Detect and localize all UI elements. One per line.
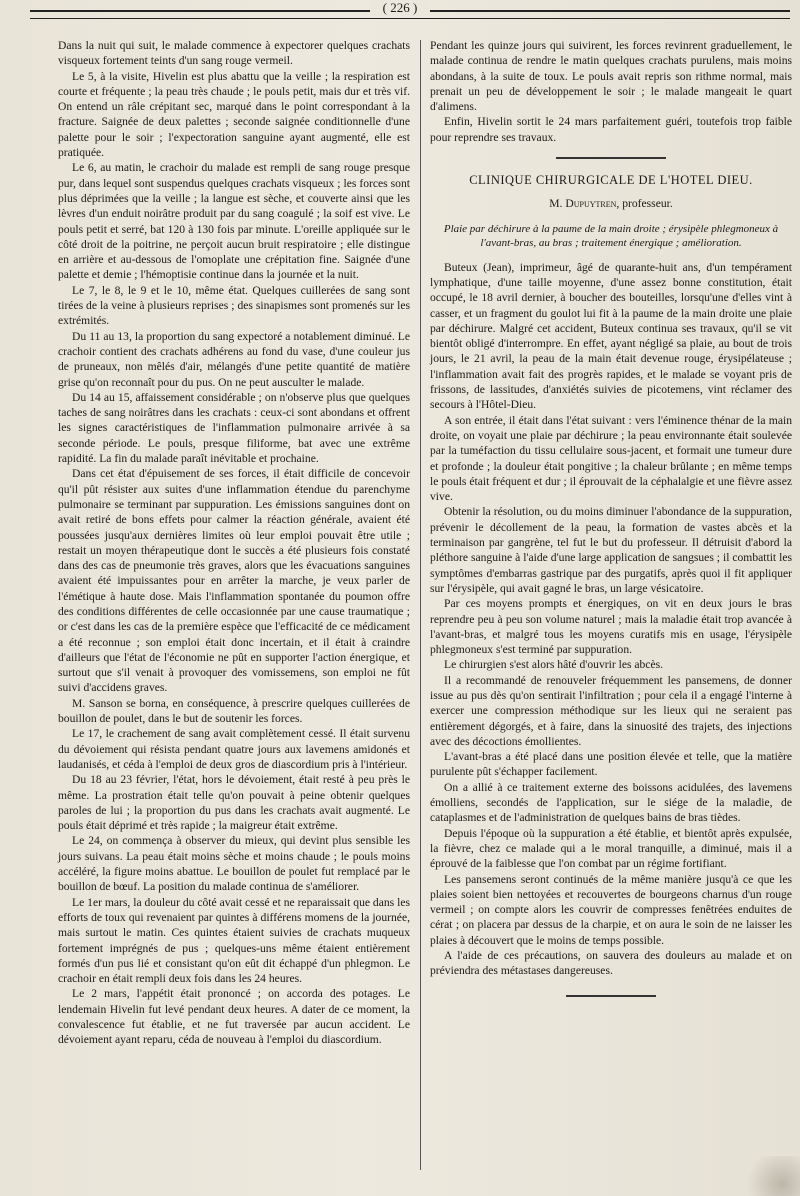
paragraph: Depuis l'époque où la suppuration a été établie, et bientôt après expulsée, la fièvre, chez ce malade qui a le moral tranquille, a diminué, mais il a éprouvé de la faiblesse que l'on combat par un régime fortifiant.	[430, 826, 792, 871]
paragraph: Par ces moyens prompts et énergiques, on vit en deux jours le bras reprendre peu à peu son volume naturel ; mais la maladie était trop avancée à l'avant-bras, et malgré tous les moyens curatifs mis en usage, l'érysipèle phlegmoneux s'est terminé par suppuration.	[430, 597, 792, 657]
professor-suffix: , professeur.	[616, 197, 673, 211]
paragraph: Le 1er mars, la douleur du côté avait cessé et ne reparaissait que dans les efforts de toux qui revenaient par quintes à différens momens de la journée, mais surtout le matin. Ces quintes étaient suivies de crachats muqueux fortement imprégnés de pus ; quelques-uns même étaient entièrement formés d'un pus lié et consistant qu'on eût dit échappé d'un phlegmon. Le crachoir en était rempli deux fois dans les 24 heures.	[58, 895, 410, 986]
professor-name: Dupuytren	[565, 197, 617, 211]
paragraph: On a allié à ce traitement externe des boissons acidulées, des lavemens émolliens, secondés de l'application, sur le siége de la maladie, de cataplasmes et de l'administration de quelques bains de bras tièdes.	[430, 780, 792, 825]
paragraph: Le 6, au matin, le crachoir du malade est rempli de sang rouge presque pur, dans lequel sont suspendus quelques crachats visqueux ; les forces sont plus déprimées que la veille ; la langue est sèche, et couverte ainsi que les lèvres d'un enduit noirâtre produit par du sang coagulé ; la soif est vive. Le pouls petit et serré, bat 120 à 130 fois par minute. L'oreille appliquée sur le côté droit de la poitrine, ne perçoit aucun bruit respiratoire ; elle distingue en arrière et au-dessous de l'omoplate une crépitation fine. Saignée d'une palette et demie ; l'hémoptisie continue dans la journée et la nuit.	[58, 161, 410, 282]
paragraph: Le 5, à la visite, Hivelin est plus abattu que la veille ; la respiration est courte et fréquente ; la peau très chaude ; le pouls petit, mais dur et très vif. On entend un râle crépitant sec, marqué dans le point correspondant à la fracture. Saignée de deux palettes ; seconde saignée conditionnelle d'une palette pour le soir ; l'expectoration sanguine ayant augmenté, elle est pratiquée.	[58, 69, 410, 160]
paragraph: Enfin, Hivelin sortit le 24 mars parfaitement guéri, toutefois trop faible pour reprendre ses travaux.	[430, 115, 792, 144]
right-column	[430, 38, 792, 1009]
professor-line	[430, 196, 792, 211]
left-column	[58, 38, 410, 1048]
paragraph: L'avant-bras a été placé dans une position élevée et telle, que la matière purulente pût s'échapper facilement.	[430, 750, 792, 779]
paragraph: Le 2 mars, l'appétit était prononcé ; on accorda des potages. Le lendemain Hivelin fut levé pendant deux heures. A dater de ce moment, la convalescence fut établie, et ne fut traversée par aucun accident. Le dévoiement ayant reparu, céda de nouveau à l'emploi du diascordium.	[58, 987, 410, 1047]
paragraph: A l'aide de ces précautions, on sauvera des douleurs au malade et on préviendra des métastases dangereuses.	[430, 949, 792, 978]
end-separator	[566, 995, 656, 997]
paragraph: Du 18 au 23 février, l'état, hors le dévoiement, était resté à peu près le même. La prostration était telle qu'on pouvait à peine obtenir quelques paroles de lui ; la proportion du pus dans les crachats avait augmenté. Le pouls était déprimé et très rapide ; la maigreur était extrême.	[58, 773, 410, 833]
paragraph: Dans cet état d'épuisement de ses forces, il était difficile de concevoir qu'il pût résister aux suites d'une inflammation étendue du parenchyme pulmonaire se terminant par suppuration. Les émissions sanguines dont on avait retiré de bons effets pour calmer la réaction générale, avaient été poussées jusqu'aux dernières limites où leur emploi pouvait être utile ; restait un moyen thérapeutique dont le succès a été plusieurs fois constaté dans des cas de pneumonie très graves, alors que les évacuations sanguines avaient été impuissantes pour en arrêter la marche, je veux parler de l'émétique à haute dose. Mais l'inflammation spontanée du poumon offre des conditions différentes de celle occasionnée par une cause traumatique ; or c'est dans les cas de la première espèce que l'efficacité de ce médicament a été reconnue ; son emploi était donc incertain, et il était à craindre d'ailleurs que l'état de l'économie ne pût en supporter l'action énergique, et surtout que s'il venait à provoquer des vomissemens, son emploi ne fût suivi d'accidens graves.	[58, 467, 410, 695]
paragraph: Du 11 au 13, la proportion du sang expectoré a notablement diminué. Le crachoir contient des crachats adhérens au fond du vase, d'une couleur jus de pruneaux, non mêlés d'air, mélangés d'une petite quantité de matière grise qu'on reconnaît pour du pus. On ne peut ausculter le malade.	[58, 329, 410, 389]
paragraph: Dans la nuit qui suit, le malade commence à expectorer quelques crachats visqueux fortement teints d'un sang rouge vermeil.	[58, 39, 410, 68]
paragraph: Le 17, le crachement de sang avait complètement cessé. Il était survenu du dévoiement qui résista pendant quatre jours aux lavemens amidonés et laudanisés, et céda à l'emploi de deux gros de diascordium pris à l'intérieur.	[58, 727, 410, 771]
paragraph: Les pansemens seront continués de la même manière jusqu'à ce que les plaies soient bien nettoyées et recouvertes de bourgeons charnus d'un rouge vermeil ; on compte alors les couvrir de compresses fenêtrées enduites de cérat ; on placera par dessus de la charpie, et on aura le soin de ne laisser les plaies à découvert que le moins de temps possible.	[430, 872, 792, 947]
section-title: CLINIQUE CHIRURGICALE DE L'HOTEL DIEU.	[469, 173, 753, 188]
paragraph: Buteux (Jean), imprimeur, âgé de quarante-huit ans, d'un tempérament lymphatique, d'une taille moyenne, d'une assez bonne constitution, était occupé, le 18 avril dernier, à boucher des bouteilles, lorsqu'une d'elles vint à casser, et un fragment du goulot lui fit à la paume de la main droite une plaie par déchirure. Malgré cet accident, Buteux continua ses travaux, qu'il se vit bientôt obligé d'interrompre. En effet, ayant négligé sa plaie, au bout de trois jours, le 21 avril, la peau de la main était devenue rouge, érysipélateuse ; l'inflammation avait fait des progrès rapides, et le malade se voyant pris de frissons, de lassitudes, d'anxiétés suivies de picotemens, vint réclamer des secours à l'Hôtel-Dieu.	[430, 260, 792, 412]
paragraph: M. Sanson se borna, en conséquence, à prescrire quelques cuillerées de bouillon de poulet, dans le but de soutenir les forces.	[58, 696, 410, 726]
column-divider	[420, 40, 421, 1170]
paragraph: Le chirurgien s'est alors hâté d'ouvrir les abcès.	[444, 658, 664, 672]
section-separator	[556, 157, 666, 159]
paper-stain	[740, 1156, 800, 1196]
paragraph: Obtenir la résolution, ou du moins diminuer l'abondance de la suppuration, prévenir le décollement de la peau, la formation de vastes abcès et la terminaison par gangrène, tel fut le but du professeur. Il détruisit d'abord la pléthore sanguine à l'aide d'une large application de sangsues ; il combattit les symptômes d'embarras gastrique par des purgatifs, après quoi il fit appliquer sur l'érysipèle, qui avait gagné le bras, un large vésicatoire.	[430, 505, 792, 595]
paragraph: Pendant les quinze jours qui suivirent, les forces revinrent graduellement, le malade continua de rendre le matin quelques crachats purulens, mais moins abondans, à la suite de toux. Le pouls avait repris son rithme normal, mais prenait un peu de développement le soir ; le malade mangeait le quart d'alimens.	[430, 39, 792, 114]
professor-prefix: M.	[549, 197, 563, 211]
case-subtitle: Plaie par déchirure à la paume de la main droite ; érysipèle phlegmoneux à l'avant-bras, au bras ; traitement énergique ; amélioration.	[443, 222, 779, 249]
page-number: ( 226 )	[370, 0, 430, 16]
paragraph: Il a recommandé de renouveler fréquemment les pansemens, de donner issue au pus dès qu'on sentirait l'infiltration ; pour cela il a engagé l'interne à exercer une compression méthodique sur les lieux qui ne seraient pas entièrement dégorgés, et à faire, dans la sinuosité des trajets, des injections avec des décoctions émollientes.	[430, 673, 792, 748]
paragraph: Le 7, le 8, le 9 et le 10, même état. Quelques cuillerées de sang sont tirées de la veine à plusieurs reprises ; des sinapismes sont promenés sur les extrémités.	[58, 283, 410, 328]
paragraph: A son entrée, il était dans l'état suivant : vers l'éminence thénar de la main droite, on voyait une plaie par déchirure ; la peau environnante était soulevée par la tuméfaction du tissu cellulaire sous-jacent, et formait une tumeur dure et profonde ; la douleur était pongitive ; la chaleur brûlante ; en même temps le pouls était fréquent et dur ; il éprouvait de la céphalalgie et une fièvre assez vive.	[430, 413, 792, 504]
paragraph: Du 14 au 15, affaissement considérable ; on n'observe plus que quelques taches de sang noirâtres dans les crachats : ceux-ci sont abondans et offrent les signes caractéristiques de l'inflammation pulmonaire arrivée à sa seconde période. Le pouls, presque filiforme, bat avec une extrême rapidité. La fin du malade paraît inévitable et prochaine.	[58, 390, 410, 466]
paragraph: Le 24, on commença à observer du mieux, qui devint plus sensible les jours suivans. La peau était moins sèche et moins chaude ; le pouls moins accéléré, la figure moins abattue. Le bouillon de poulet fut remplacé par le bouillon de bœuf. La position du malade continua de s'améliorer.	[58, 834, 410, 894]
